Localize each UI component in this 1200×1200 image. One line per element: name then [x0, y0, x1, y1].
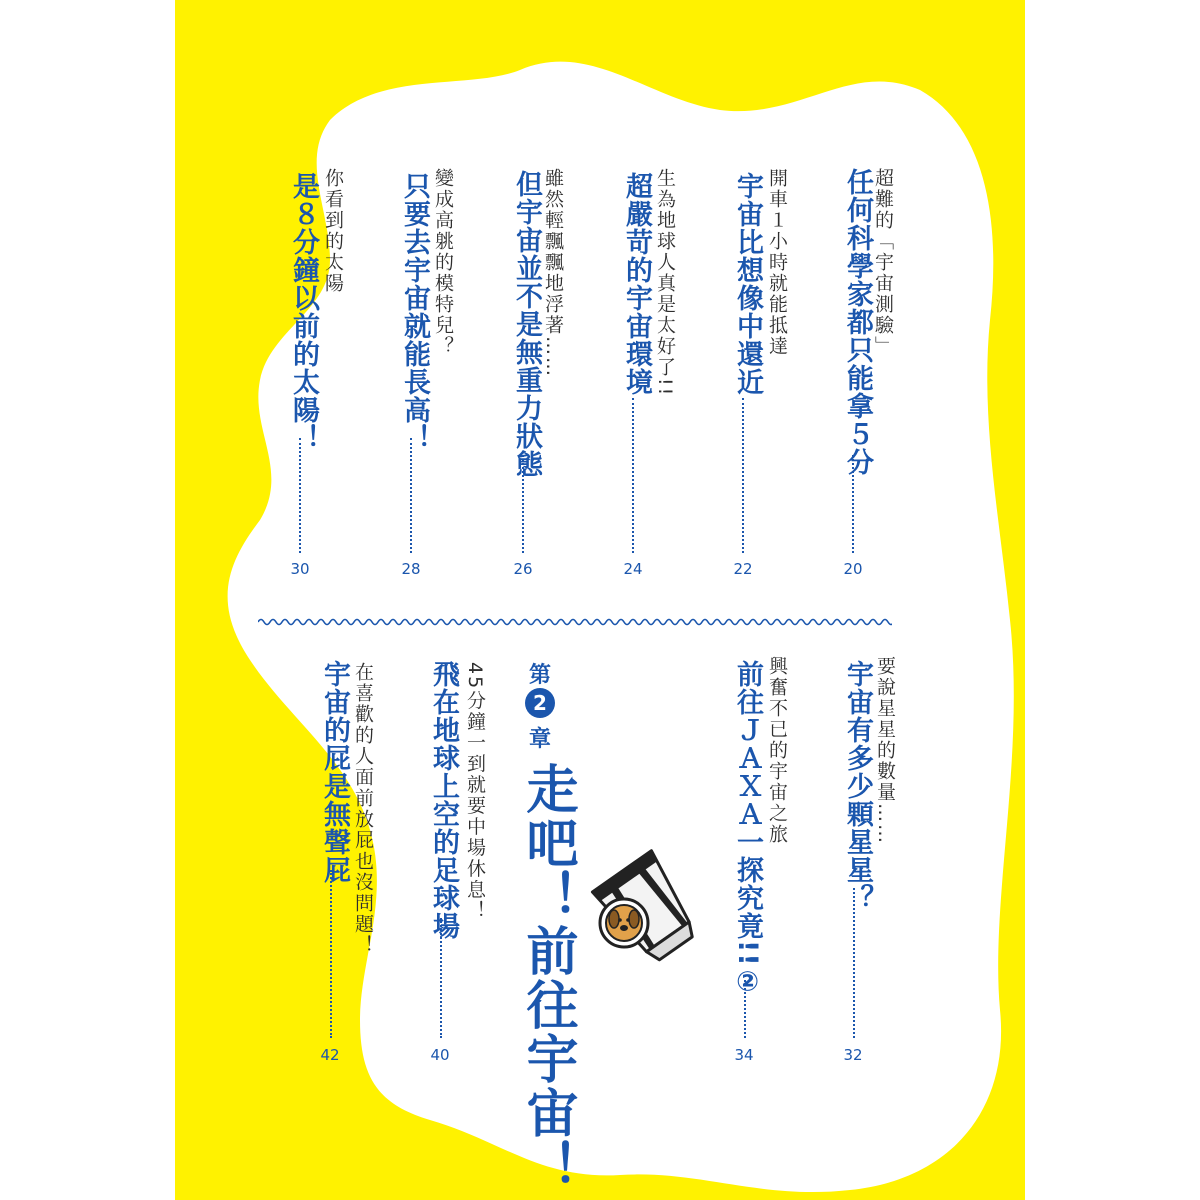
entry-title: 宇宙比想像中還近 [732, 172, 763, 396]
entry-title: 只要去宇宙就能長高！ [399, 172, 430, 452]
entry-subtitle: 在喜歡的人面前放屁也沒問題！ [352, 662, 374, 956]
chapter-suffix: 章 [529, 727, 552, 752]
page-number: 20 [843, 560, 863, 578]
page-number: 24 [623, 560, 643, 578]
page-number: 42 [320, 1046, 340, 1064]
leader-dots [742, 398, 744, 553]
entry-subtitle: 超難的「宇宙測驗」 [872, 168, 894, 357]
page-number: 28 [401, 560, 421, 578]
entry-title: 前往ＪＡＸＡ一探究竟!!② [732, 660, 763, 999]
entry-subtitle: 生為地球人真是太好了!! [654, 168, 676, 398]
wave-divider-icon [258, 614, 892, 630]
page-number: 30 [290, 560, 310, 578]
leader-dots [632, 398, 634, 553]
entry-title: 超嚴苛的宇宙環境 [621, 172, 652, 396]
entry-title: 飛在地球上空的足球場 [428, 660, 459, 940]
entry-subtitle: 你看到的太陽 [322, 168, 344, 294]
entry-subtitle: 要說星星的數量…… [874, 656, 896, 845]
entry-title: 宇宙有多少顆星星？ [842, 660, 873, 912]
entry-subtitle: 45分鐘一到就要中場休息！ [464, 662, 486, 922]
entry-title: 任何科學家都只能拿５分 [842, 168, 873, 476]
leader-dots [299, 438, 301, 553]
page-number: 40 [430, 1046, 450, 1064]
entry-subtitle: 雖然輕飄飄地浮著…… [542, 168, 564, 378]
entry-title: 但宇宙並不是無重力狀態 [511, 170, 542, 478]
leader-dots [440, 918, 442, 1038]
entry-title: 宇宙的屁是無聲屁 [319, 660, 350, 884]
leader-dots [410, 438, 412, 553]
chapter-number-badge: 2 [525, 688, 555, 718]
entry-subtitle: 興奮不已的宇宙之旅 [766, 656, 788, 845]
leader-dots [852, 455, 854, 553]
leader-dots [744, 975, 746, 1038]
leader-dots [853, 888, 855, 1038]
leader-dots [330, 870, 332, 1038]
entry-subtitle: 變成高䠷的模特兒？ [432, 168, 454, 357]
entry-title: 是８分鐘以前的太陽！ [288, 172, 319, 452]
page-number: 22 [733, 560, 753, 578]
chapter-prefix: 第 [529, 663, 552, 688]
dog-astronaut-capsule-icon [582, 835, 702, 965]
page-number: 34 [734, 1046, 754, 1064]
leader-dots [522, 455, 524, 553]
chapter-title: 走吧！前往宇宙！ [517, 762, 577, 1194]
entry-subtitle: 開車１小時就能抵達 [766, 168, 788, 357]
page-number: 26 [513, 560, 533, 578]
page-number: 32 [843, 1046, 863, 1064]
